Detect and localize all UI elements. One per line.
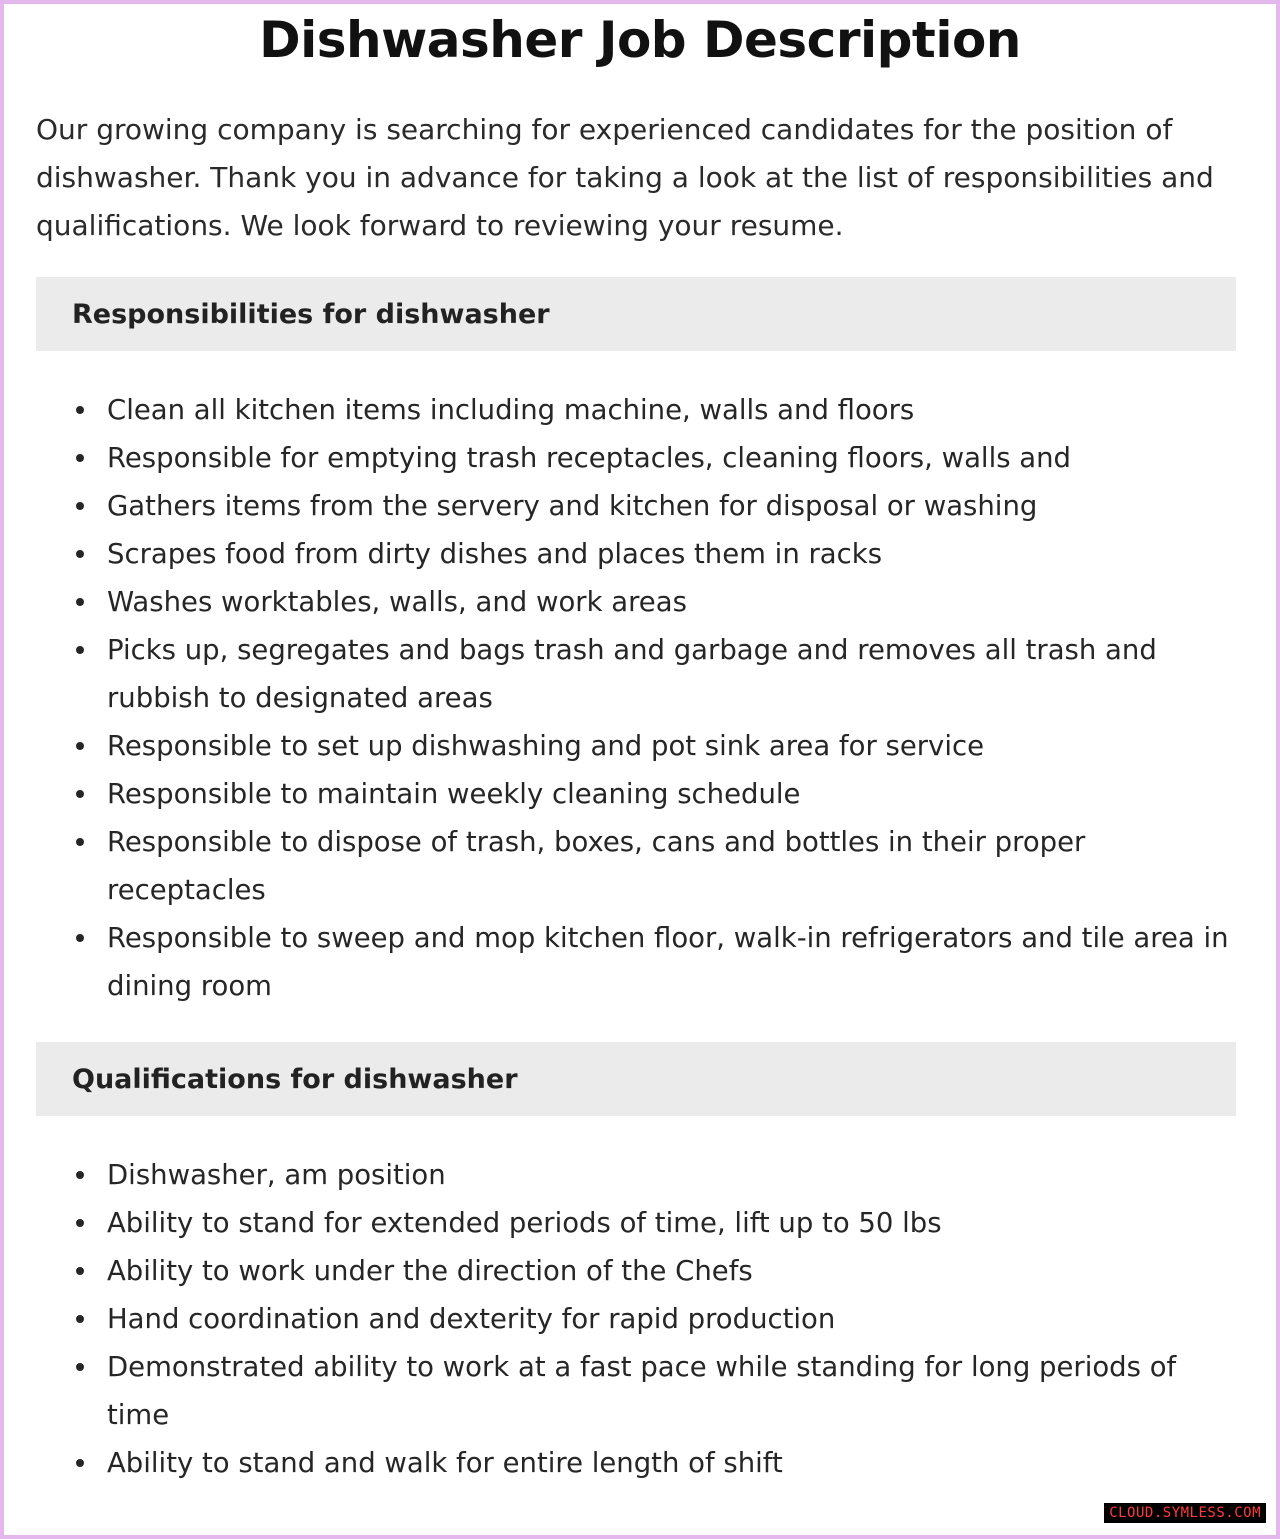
list-item-text: Hand coordination and dexterity for rapid production	[107, 1303, 836, 1335]
bullet-icon	[76, 1363, 84, 1371]
list-item	[36, 1199, 1246, 1247]
list-item	[36, 914, 1246, 1010]
bullet-icon	[76, 502, 84, 510]
list-item	[36, 530, 1246, 578]
list-item	[36, 1151, 1246, 1199]
list-item	[36, 1343, 1246, 1439]
list-item	[36, 434, 1246, 482]
bullet-icon	[76, 598, 84, 606]
bullet-icon	[76, 1219, 84, 1227]
list-item	[36, 1295, 1246, 1343]
qualifications-heading: Qualifications for dishwasher	[72, 1063, 518, 1095]
bullet-icon	[76, 454, 84, 462]
list-item-text: Gathers items from the servery and kitchen for disposal or washing	[107, 490, 1038, 522]
list-item	[36, 722, 1246, 770]
responsibilities-list	[36, 386, 1246, 1010]
list-item	[36, 770, 1246, 818]
list-item-text: Washes worktables, walls, and work areas	[107, 586, 687, 618]
list-item	[36, 1439, 1246, 1487]
list-item-text: Ability to stand for extended periods of time, lift up to 50 lbs	[107, 1207, 942, 1239]
responsibilities-heading: Responsibilities for dishwasher	[72, 298, 550, 330]
bullet-icon	[76, 934, 84, 942]
page-title: Dishwasher Job Description	[259, 11, 1021, 69]
list-item	[36, 818, 1246, 914]
bullet-icon	[76, 406, 84, 414]
list-item-text: Responsible to set up dishwashing and pot sink area for service	[107, 730, 984, 762]
list-item	[36, 578, 1246, 626]
list-item-text: Responsible to sweep and mop kitchen floor, walk-in refrigerators and tile area in dining room	[107, 922, 1229, 1002]
list-item-text: Picks up, segregates and bags trash and garbage and removes all trash and rubbish to designated areas	[107, 634, 1157, 714]
list-item-text: Dishwasher, am position	[107, 1159, 446, 1191]
qualifications-list	[36, 1151, 1246, 1487]
list-item	[36, 482, 1246, 530]
intro-paragraph: Our growing company is searching for experienced candidates for the position of dishwasher. Thank you in advance for taking a look at the list of responsibilities and qualifications. We look forward to reviewing your resume.	[36, 113, 1214, 242]
list-item-text: Ability to stand and walk for entire length of shift	[107, 1447, 783, 1479]
bullet-icon	[76, 1459, 84, 1467]
list-item-text: Responsible for emptying trash receptacles, cleaning floors, walls and	[107, 442, 1072, 474]
bullet-icon	[76, 1267, 84, 1275]
list-item-text: Clean all kitchen items including machine, walls and floors	[107, 394, 915, 426]
qualifications-header	[36, 1042, 1236, 1116]
bullet-icon	[76, 1171, 84, 1179]
bullet-icon	[76, 550, 84, 558]
list-item-text: Ability to work under the direction of the Chefs	[107, 1255, 753, 1287]
list-item-text: Scrapes food from dirty dishes and places them in racks	[107, 538, 883, 570]
list-item-text: Responsible to maintain weekly cleaning schedule	[107, 778, 801, 810]
bullet-icon	[76, 1315, 84, 1323]
list-item-text: Demonstrated ability to work at a fast pace while standing for long periods of time	[107, 1351, 1177, 1431]
list-item-text: Responsible to dispose of trash, boxes, cans and bottles in their proper receptacles	[107, 826, 1086, 906]
responsibilities-header	[36, 277, 1236, 351]
list-item	[36, 1247, 1246, 1295]
bullet-icon	[76, 646, 84, 654]
watermark-label: CLOUD.SYMLESS.COM	[1104, 1503, 1266, 1523]
bullet-icon	[76, 742, 84, 750]
bullet-icon	[76, 790, 84, 798]
bullet-icon	[76, 838, 84, 846]
list-item	[36, 386, 1246, 434]
list-item	[36, 626, 1246, 722]
